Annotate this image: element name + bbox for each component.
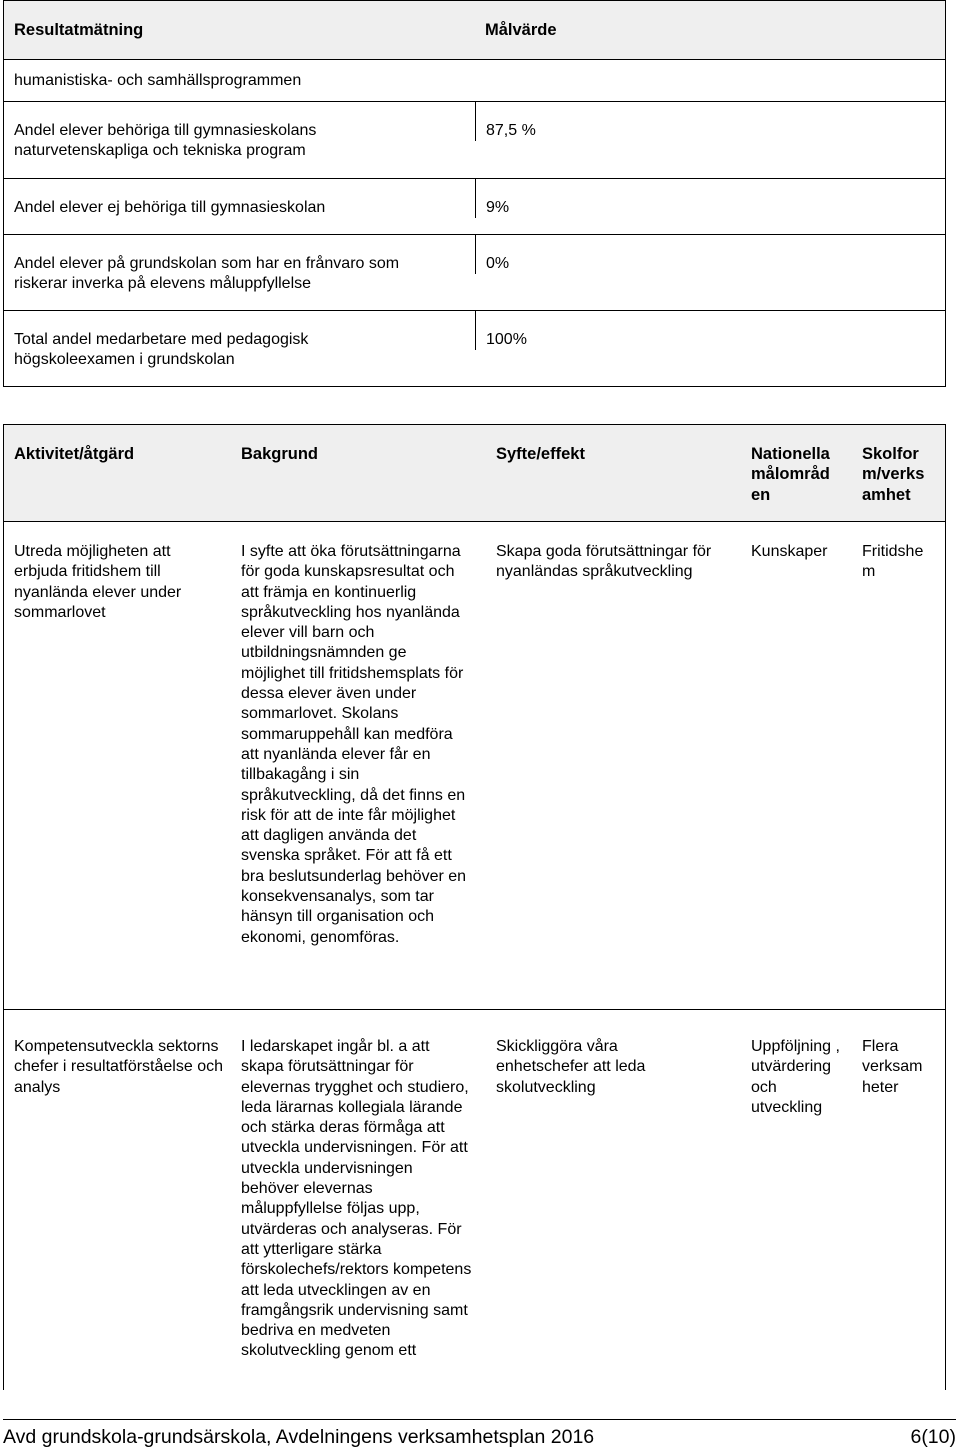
page-number: 6(10) [910, 1426, 956, 1448]
table-row [4, 310, 945, 386]
header-national-goal: Nationella målområd en [751, 445, 830, 504]
page-footer [3, 1419, 956, 1449]
row-value: 0% [475, 235, 945, 274]
table-row [4, 1010, 945, 1390]
activities-table [3, 424, 946, 1390]
header-resultatmatning: Resultatmätning [14, 21, 144, 39]
schoolform-cell: Flera verksam heter [862, 1038, 923, 1096]
results-table [3, 0, 946, 387]
header-purpose: Syfte/effekt [496, 445, 585, 463]
header-background: Bakgrund [241, 445, 319, 463]
row-label: Andel elever behöriga till gymnasieskolans naturvetenskapliga och tekniska program [14, 122, 317, 160]
header-schoolform: Skolfor m/verks amhet [862, 445, 925, 504]
national-goal-cell: Kunskaper [751, 543, 828, 560]
national-goal-cell: Uppföljning , utvärdering och utveckling [751, 1038, 840, 1116]
table-row [4, 234, 945, 310]
row-label: Andel elever på grundskolan som har en frånvaro som riskerar inverka på elevens måluppfyllelse [14, 255, 400, 293]
activities-table-header [4, 425, 945, 522]
row-value: 87,5 % [475, 102, 945, 141]
background-cell: I ledarskapet ingår bl. a att skapa förutsättningar för elevernas trygghet och studiero, leda lärarnas kollegiala lärande och stärka deras förmåga att utveckla undervisningen. För att utveckla undervisningen behöver elevernas måluppfyllelse följas upp, utvärderas och analyseras. För att ytterligare stärka förskolechefs/rektors kompetens att leda utvecklingen av en framgångsrik undervisning samt bedriva en medveten skolutveckling genom ett [241, 1038, 472, 1360]
results-table-header [4, 1, 945, 59]
purpose-cell: Skickliggöra våra enhetschefer att leda skolutveckling [496, 1038, 646, 1096]
header-activity: Aktivitet/åtgärd [14, 445, 135, 463]
activity-cell: Utreda möjligheten att erbjuda fritidshem till nyanlända elever under sommarlovet [14, 543, 182, 621]
row-value: 100% [475, 311, 945, 350]
background-cell: I syfte att öka förutsättningarna för goda kunskapsresultat och att främja en kontinuerlig språkutveckling hos nyanlända elever vill barn och utbildningsnämnden ge möjlighet till fritidshemsplats för dessa elever även under sommarlovet. Skolans sommaruppehåll kan medföra att nyanlända elever får en tillbakagång i sin språkutveckling, då det finns en risk för att de inte får möjlighet att dagligen använda det svenska språket. För att få ett bra beslutsunderlag behöver en konsekvensanalys, som tar hänsyn till organisation och ekonomi, genomföras. [241, 543, 467, 946]
row-value: 9% [475, 179, 945, 218]
schoolform-cell: Fritidshe m [862, 543, 924, 581]
table-row [4, 178, 945, 234]
row-label: Andel elever ej behöriga till gymnasieskolan [14, 199, 326, 216]
purpose-cell: Skapa goda förutsättningar för nyanländas språkutveckling [496, 543, 712, 581]
table-row [4, 522, 945, 1010]
activity-cell: Kompetensutveckla sektorns chefer i resultatförståelse och analys [14, 1038, 223, 1096]
table-row [4, 101, 945, 178]
section-row: humanistiska- och samhällsprogrammen [4, 59, 945, 101]
footer-title: Avd grundskola-grundsärskola, Avdelningens verksamhetsplan 2016 [3, 1426, 595, 1448]
header-malvarde: Målvärde [485, 21, 557, 39]
row-label: Total andel medarbetare med pedagogisk högskoleexamen i grundskolan [14, 331, 309, 369]
